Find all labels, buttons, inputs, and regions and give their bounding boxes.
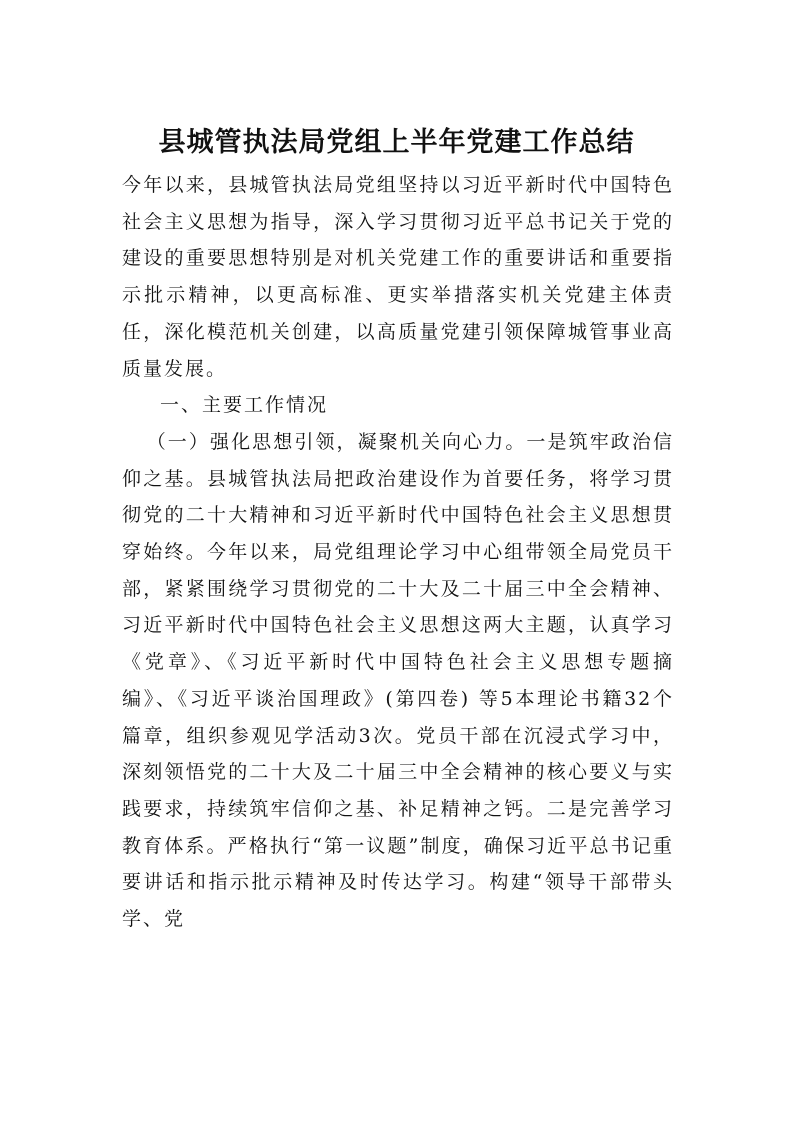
document-body bbox=[122, 167, 674, 938]
intro-paragraph: 今年以来，县城管执法局党组坚持以习近平新时代中国特色社会主义思想为指导，深入学习贯彻习近平总书记关于党的建设的重要思想特别是对机关党建工作的重要讲话和重要指示批示精神，以更高标准、更实举措落实机关党建主体责任，深化模范机关创建，以高质量党建引领保障城管事业高质量发展。 bbox=[122, 174, 674, 380]
document-title: 县城管执法局党组上半年党建工作总结 bbox=[158, 127, 635, 158]
subsection-paragraph: （一）强化思想引领，凝聚机关向心力。一是筑牢政治信仰之基。县城管执法局把政治建设作为首要任务，将学习贯彻党的二十大精神和习近平新时代中国特色社会主义思想贯穿始终。今年以来，局党组理论学习中心组带领全局党员干部，紧紧围绕学习贯彻党的二十大及二十届三中全会精神、习近平新时代中国特色社会主义思想这两大主题，认真学习《党章》、《习近平新时代中国特色社会主义思想专题摘编》、《习近平谈治国理政》(第四卷) 等5本理论书籍32个篇章，组织参观见学活动3次。党员干部在沉浸式学习中，深刻领悟党的二十大及二十届三中全会精神的核心要义与实践要求，持续筑牢信仰之基、补足精神之钙。二是完善学习教育体系。严格执行“第一议题”制度，确保习近平总书记重要讲话和指示批示精神及时传达学习。构建“领导干部带头学、党 bbox=[122, 430, 674, 931]
section-heading: 一、主要工作情况 bbox=[160, 394, 329, 417]
